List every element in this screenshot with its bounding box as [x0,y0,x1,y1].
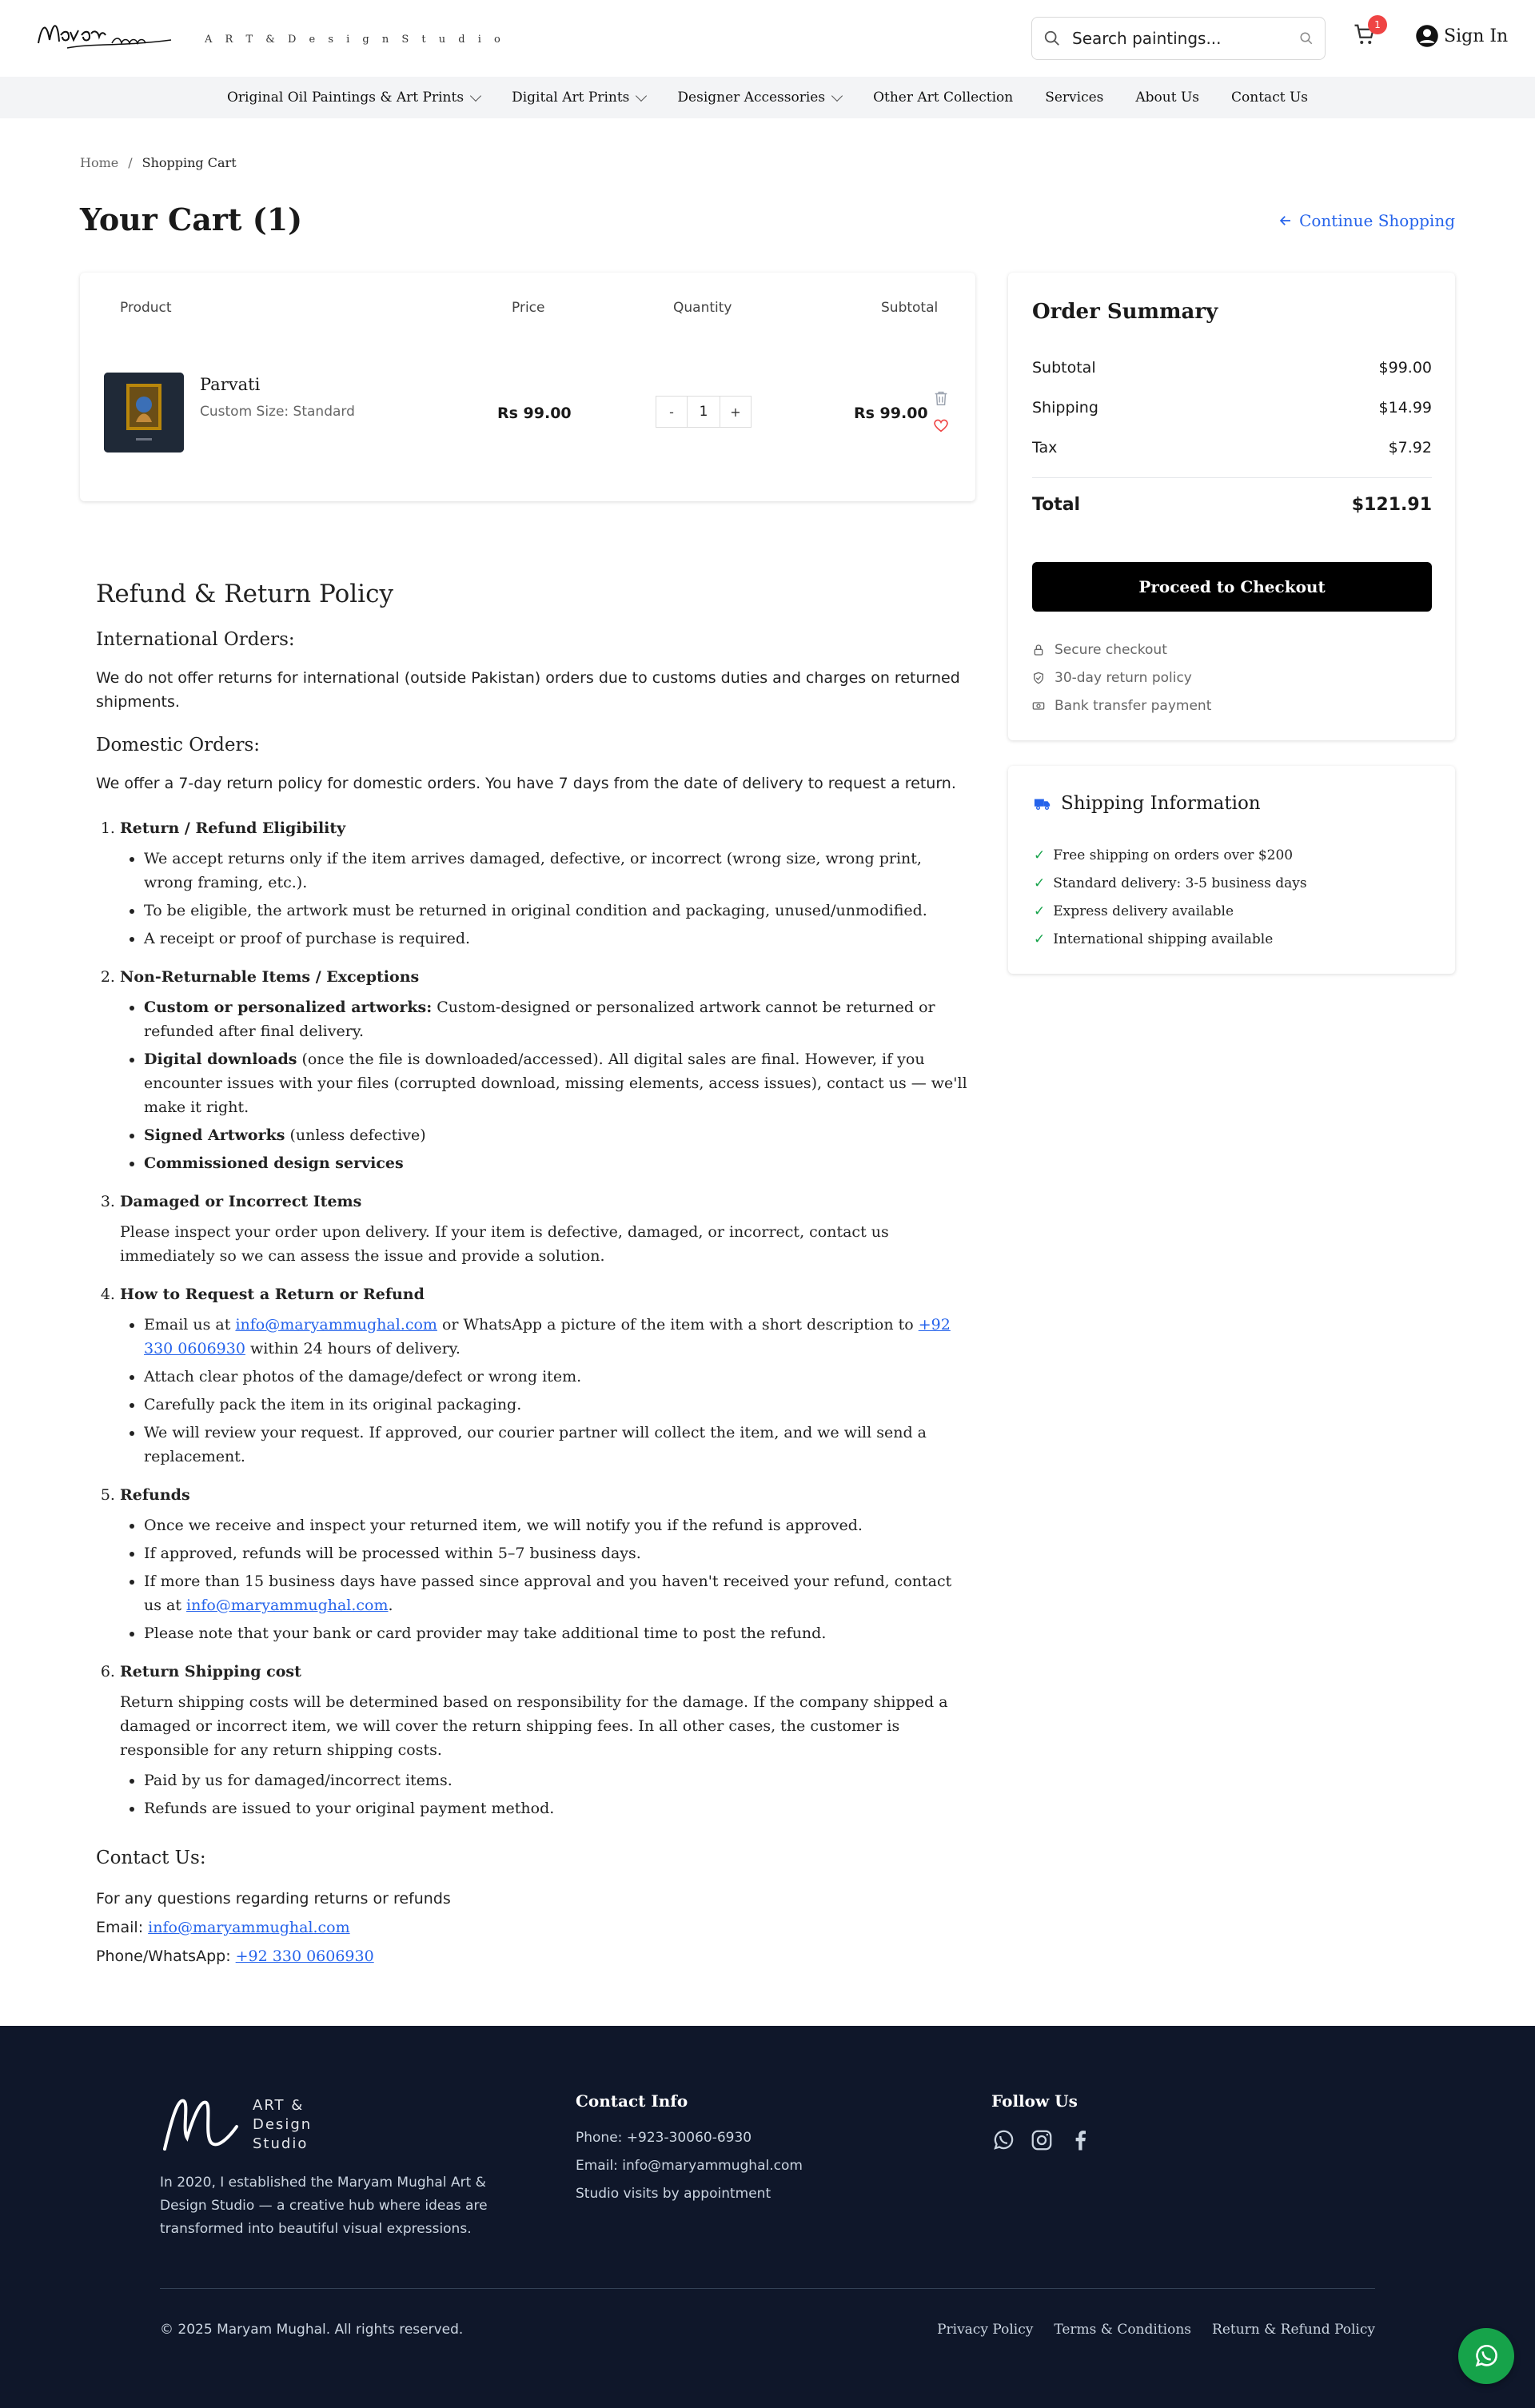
contact-phone-line [96,1942,967,1971]
policy-sections [120,816,967,1820]
contact-heading: Contact Us: [96,1848,206,1868]
nav-oil-paintings[interactable] [227,90,480,106]
continue-shopping-link[interactable] [1278,211,1455,230]
feature-bank-transfer [1032,698,1211,714]
shipping-item-label: Standard delivery: 3-5 business days [1053,875,1307,891]
nav-digital-prints[interactable] [512,90,645,106]
footer-link-terms[interactable]: Terms & Conditions [1054,2322,1192,2338]
list-item: • Carefully pack the item in its original packaging. [144,1393,967,1417]
section-title: 2. Non-Returnable Items / Exceptions [120,968,420,986]
col-header-subtotal: Subtotal [881,300,939,316]
shipping-info-title [1034,793,1261,814]
site-footer [0,2026,1535,2408]
summary-subtotal-value: $99.00 [1378,359,1432,377]
list-item: • Once we receive and inspect your returned item, we will notify you if the refund is approved. [144,1513,967,1537]
list-item: • Paid by us for damaged/incorrect items. [144,1768,967,1792]
money-icon [1032,700,1045,712]
list-item: • To be eligible, the artwork must be returned in original condition and packaging, unused/unmodified. [144,899,967,923]
shipping-item [1034,847,1293,863]
list-item [144,1123,967,1147]
summary-total-row [1032,495,1432,515]
feature-label: 30-day return policy [1055,670,1192,686]
summary-shipping-row [1032,399,1432,417]
page-title: Your Cart (1) [80,201,303,237]
breadcrumb [80,155,237,170]
main-nav [0,77,1535,118]
list-item [144,1151,967,1175]
summary-shipping-label: Shipping [1032,399,1098,417]
product-thumbnail[interactable] [104,373,184,452]
footer-logo-text [253,2096,312,2154]
quantity-stepper [656,396,752,428]
quantity-value[interactable]: 1 [688,396,720,428]
col-header-price: Price [512,300,545,316]
list-item: • We will review your request. If approved, our courier partner will collect the item, and we will send a replacement. [144,1421,967,1469]
breadcrumb-current: Shopping Cart [142,155,237,170]
shipping-item [1034,931,1273,947]
policy-section-damaged [120,1190,967,1268]
list-item-text: (once the file is downloaded/accessed). All digital sales are final. However, if you encounter issues with your files (corrupted download, missing elements, access issues), contact us — we'll make it right. [144,1051,967,1116]
summary-subtotal-label: Subtotal [1032,359,1096,377]
social-links [991,2128,1092,2152]
facebook-icon[interactable] [1068,2128,1092,2152]
feature-label: Bank transfer payment [1055,698,1212,714]
list-item-bold: Signed Artworks [144,1126,285,1144]
copyright: © 2025 Maryam Mughal. All rights reserved. [160,2322,464,2338]
chevron-down-icon [470,90,481,101]
product-size: Custom Size: Standard [200,404,355,420]
whatsapp-link[interactable]: +92 330 0606930 [144,1316,951,1357]
nav-other-art[interactable] [873,90,1013,106]
list-item: • If approved, refunds will be processed within 5–7 business days. [144,1541,967,1565]
list-item [144,1047,967,1119]
product-name[interactable]: Parvati [200,375,261,394]
list-item [144,1313,967,1361]
summary-divider [1032,477,1432,478]
shipping-item-label: Free shipping on orders over $200 [1053,847,1294,863]
list-item: • A receipt or proof of purchase is required. [144,927,967,951]
nav-label: Original Oil Paintings & Art Prints [226,90,464,106]
cart-count-badge: 1 [1368,15,1387,34]
section-title: 3. Damaged or Incorrect Items [120,1193,362,1210]
site-header [0,0,1535,77]
domestic-orders-text: We offer a 7-day return policy for domestic orders. You have 7 days from the date of delivery to request a return. [96,775,956,792]
check-icon: ✓ [1034,931,1046,947]
product-subtotal: Rs 99.00 [854,405,928,422]
whatsapp-icon[interactable] [991,2128,1015,2152]
contact-email-link[interactable]: info@maryammughal.com [148,1919,350,1936]
list-item: • Refunds are issued to your original payment method. [144,1796,967,1820]
contact-phone-link[interactable]: +92 330 0606930 [235,1948,374,1965]
list-item-text: . [388,1597,393,1614]
nav-label: Designer Accessories [677,90,826,106]
shipping-item-label: International shipping available [1053,931,1274,947]
nav-designer-accessories[interactable] [677,90,841,106]
chevron-down-icon [636,90,647,101]
email-link[interactable]: info@maryammughal.com [235,1316,437,1334]
list-item-text: or WhatsApp a picture of the item with a short description to [437,1316,919,1334]
footer-email: Email: info@maryammughal.com [576,2158,803,2174]
arrow-left-icon [1278,213,1293,228]
list-item-bold: Digital downloads [144,1051,297,1068]
whatsapp-chat-button[interactable] [1458,2328,1514,2384]
international-orders-heading: International Orders: [96,629,295,650]
footer-logo[interactable] [160,2090,240,2154]
section-text: Return shipping costs will be determined based on responsibility for the damage. If the company shipped a damaged or incorrect item, we will cover the return shipping fees. In all other cases, the customer is responsible for any return shipping costs. [120,1693,948,1759]
shipping-item [1034,875,1307,891]
nav-label: Services [1045,90,1104,106]
footer-links [937,2322,1375,2338]
nav-contact[interactable] [1231,90,1308,106]
instagram-icon[interactable] [1030,2128,1054,2152]
brand-logo[interactable] [35,11,179,59]
sign-in-label: Sign In [1444,26,1509,46]
breadcrumb-home[interactable]: Home [80,155,119,170]
col-header-quantity: Quantity [673,300,732,316]
section-title: 4. How to Request a Return or Refund [120,1286,425,1303]
domestic-orders-heading: Domestic Orders: [96,735,261,755]
list-item: • Attach clear photos of the damage/defect or wrong item. [144,1365,967,1389]
quantity-decrease-button[interactable]: - [656,396,688,428]
policy-section-refunds [120,1483,967,1645]
user-avatar-icon [1415,24,1439,48]
footer-logo-line: Studio [253,2135,309,2152]
search-icon [1043,30,1061,47]
summary-shipping-value: $14.99 [1378,399,1432,417]
list-item-bold: Commissioned design services [144,1154,404,1172]
footer-phone: Phone: +923-30060-6930 [576,2130,752,2146]
check-icon: ✓ [1034,903,1046,919]
chevron-down-icon [831,90,843,101]
check-icon: ✓ [1034,875,1046,891]
heart-icon[interactable] [932,417,950,437]
contact-email-line [96,1913,967,1942]
summary-total-label: Total [1032,495,1081,515]
policy-section-eligibility [120,816,967,951]
product-price: Rs 99.00 [497,405,572,422]
search-submit-icon[interactable] [1299,31,1314,46]
search-box[interactable] [1031,17,1326,60]
list-item: • We accept returns only if the item arrives damaged, defective, or incorrect (wrong size, wrong print, wrong framing, etc.). [144,847,967,895]
email-link[interactable]: info@maryammughal.com [186,1597,389,1614]
trash-icon[interactable] [932,389,950,410]
list-item-text: Email us at [144,1316,236,1334]
list-item: • Please note that your bank or card provider may take additional time to post the refund. [144,1621,967,1645]
sign-in-button[interactable] [1415,24,1508,48]
proceed-to-checkout-button[interactable]: Proceed to Checkout [1032,562,1432,612]
international-orders-text: We do not offer returns for international (outside Pakistan) orders due to customs duties and charges on returned shipments. [96,669,960,711]
breadcrumb-separator: / [128,155,133,170]
nav-services[interactable] [1045,90,1103,106]
check-icon: ✓ [1034,847,1046,863]
contact-email-label: Email: [96,1919,149,1936]
policy-section-request [120,1282,967,1469]
summary-tax-row [1032,439,1432,456]
summary-subtotal-row [1032,359,1432,377]
list-item [144,1569,967,1617]
summary-tax-label: Tax [1032,439,1058,456]
nav-label: Contact Us [1231,90,1308,106]
logo-tagline: A R T & D e s i g n S t u d i o [205,34,505,46]
contact-text: For any questions regarding returns or refunds [96,1890,451,1908]
nav-label: Other Art Collection [873,90,1014,106]
section-title: 6. Return Shipping cost [120,1663,301,1680]
truck-icon [1034,795,1051,812]
list-item-bold: Custom or personalized artworks: [144,999,433,1016]
section-text: Please inspect your order upon delivery. If your item is defective, damaged, or incorrect, contact us immediately so we can assess the issue and provide a solution. [120,1223,889,1265]
list-item-text: within 24 hours of delivery. [245,1340,460,1357]
whatsapp-icon [1473,2342,1500,2370]
feature-secure-checkout [1032,642,1167,658]
nav-label: About Us [1135,90,1200,106]
list-item-text: Custom-designed or personalized artwork cannot be returned or refunded after final delivery. [144,999,935,1040]
feature-label: Secure checkout [1055,642,1167,658]
summary-total-value: $121.91 [1351,495,1432,515]
lock-icon [1032,644,1045,656]
shield-check-icon [1032,672,1045,684]
footer-link-privacy[interactable]: Privacy Policy [937,2322,1034,2338]
order-summary-title: Order Summary [1032,300,1218,324]
shipping-item [1034,903,1234,919]
footer-logo-line: ART & [253,2097,305,2114]
shipping-info-title-label: Shipping Information [1061,793,1261,814]
summary-tax-value: $7.92 [1388,439,1432,456]
footer-follow-heading: Follow Us [991,2091,1078,2111]
policy-section-exceptions [120,965,967,1175]
feature-return-policy [1032,670,1192,686]
contact-phone-label: Phone/WhatsApp: [96,1948,236,1965]
footer-logo-line: Design [253,2116,313,2133]
shipping-info-panel [1008,766,1455,974]
refund-policy-section [96,580,967,1971]
policy-title: Refund & Return Policy [96,580,393,608]
nav-label: Digital Art Prints [512,90,630,106]
search-input[interactable] [1072,29,1299,48]
section-title: 1. Return / Refund Eligibility [120,819,346,837]
order-summary-panel [1008,273,1455,740]
footer-link-refund[interactable]: Return & Refund Policy [1212,2322,1375,2338]
cart-items-panel [80,273,975,501]
footer-visits: Studio visits by appointment [576,2186,771,2202]
quantity-increase-button[interactable]: + [720,396,752,428]
footer-about: In 2020, I established the Maryam Mughal Art & Design Studio — a creative hub where ideas are transformed into beautiful visual expressions. [160,2175,488,2237]
footer-divider [160,2288,1375,2289]
section-title: 5. Refunds [120,1486,190,1504]
footer-contact-heading: Contact Info [576,2091,688,2111]
shipping-item-label: Express delivery available [1053,903,1234,919]
col-header-product: Product [120,300,172,316]
list-item-text: If more than 15 business days have passed since approval and you haven't received your refund, contact us at [144,1573,952,1614]
policy-section-shipping-cost [120,1660,967,1820]
list-item-text: (unless defective) [285,1126,426,1144]
list-item [144,995,967,1043]
continue-shopping-label: Continue Shopping [1299,211,1455,230]
nav-about[interactable] [1135,90,1199,106]
